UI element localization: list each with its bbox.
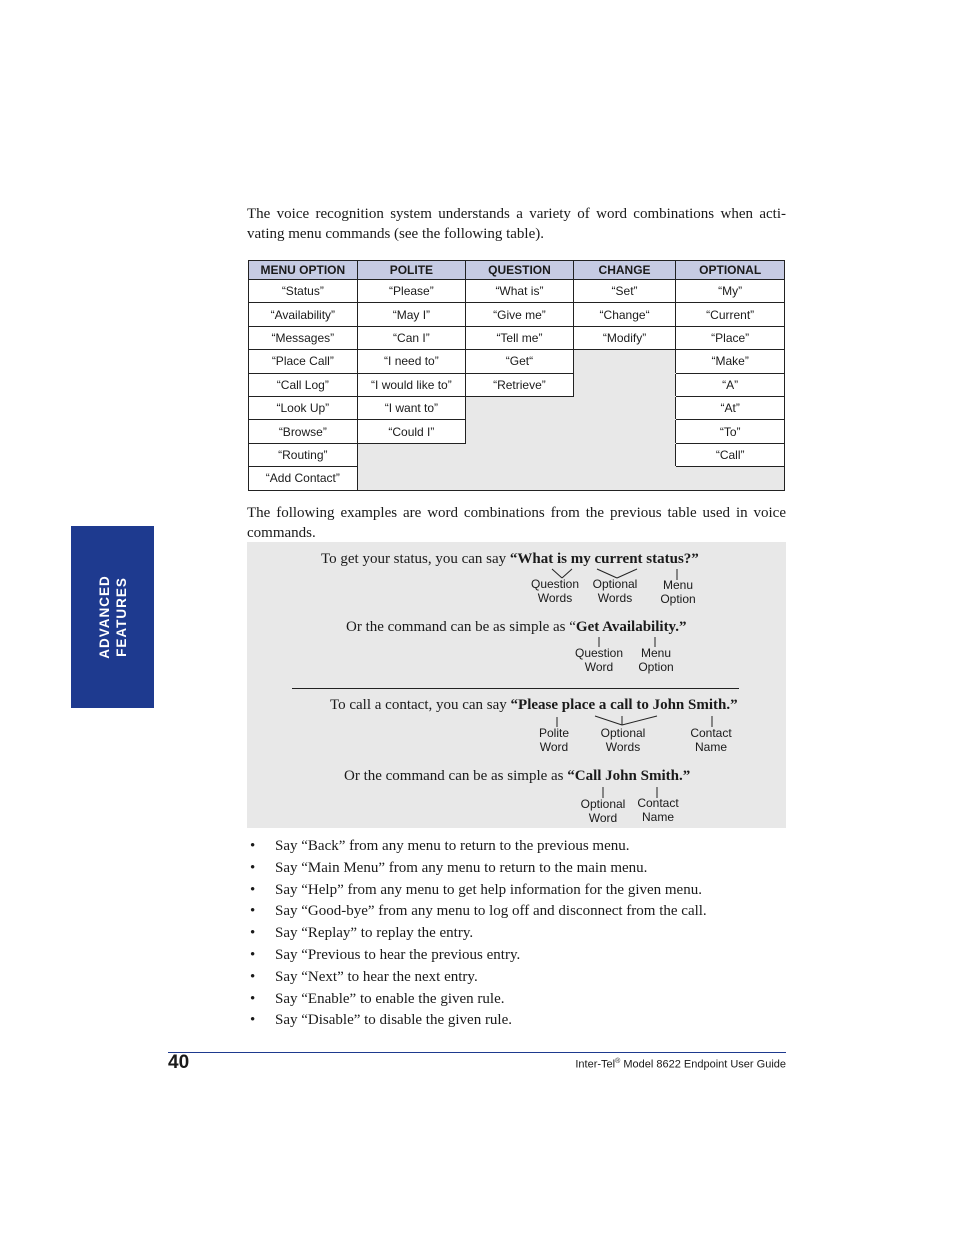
table-row	[249, 303, 785, 326]
table-cell: “Change“	[573, 303, 676, 326]
table-cell: “Browse”	[249, 420, 358, 443]
table-cell: “Make”	[676, 350, 785, 373]
table-cell: “Modify”	[573, 326, 676, 349]
table-cell: “At”	[676, 396, 785, 419]
page-number: 40	[168, 1052, 190, 1073]
header-polite: POLITE	[357, 261, 465, 280]
table-cell: “Status”	[249, 280, 358, 303]
example-command: “What is my current status?”	[509, 551, 699, 567]
table-cell: “I need to”	[357, 350, 465, 373]
connector-lines	[247, 542, 786, 828]
list-item	[250, 858, 707, 880]
registered-mark: ®	[615, 1058, 621, 1065]
example-prefix: Or the command can be as simple as “	[346, 619, 576, 635]
label-contact-name: Contact Name	[690, 726, 732, 754]
list-item-text: Say “Disable” to disable the given rule.	[275, 1012, 513, 1029]
table-row	[249, 396, 785, 419]
label-question-word: Question Word	[574, 646, 624, 674]
table-cell: “My”	[676, 280, 785, 303]
table-cell: “Call”	[676, 443, 785, 466]
list-item	[250, 1010, 707, 1032]
table-empty-cell	[573, 373, 676, 396]
example-call-simple-sentence	[344, 768, 690, 785]
word-combinations-table	[248, 260, 785, 491]
table-cell: “Give me”	[466, 303, 574, 326]
table-row	[249, 373, 785, 396]
table-cell: “Look Up”	[249, 396, 358, 419]
label-question-words: Question Words	[530, 577, 580, 605]
list-item	[250, 923, 707, 945]
example-command: “Please place a call to John Smith.”	[510, 697, 738, 713]
table-cell: “Current”	[676, 303, 785, 326]
list-item	[250, 945, 707, 967]
table-empty-cell	[466, 443, 574, 466]
example-prefix: Or the command can be as simple as	[344, 768, 568, 784]
label-optional-words: Optional Words	[592, 577, 638, 605]
table-cell: “Messages”	[249, 326, 358, 349]
table-cell: “Routing”	[249, 443, 358, 466]
bullet-icon: •	[250, 968, 256, 985]
table-cell: “I would like to”	[357, 373, 465, 396]
table-row	[249, 326, 785, 349]
list-item-text: Say “Previous to hear the previous entry.	[275, 946, 521, 963]
table-empty-cell	[573, 467, 676, 490]
examples-intro-paragraph: The following examples are word combinations from the previous table used in voice commands.	[247, 505, 786, 541]
table-cell: “What is”	[466, 280, 574, 303]
table-header-row	[249, 261, 785, 280]
label-contact-name: Contact Name	[637, 796, 679, 824]
guide-name: Model 8622 Endpoint User Guide	[620, 1058, 786, 1071]
table-empty-cell	[357, 443, 465, 466]
bullet-icon: •	[250, 990, 256, 1007]
connector-line	[595, 716, 622, 725]
table-empty-cell	[573, 396, 676, 419]
table-row	[249, 467, 785, 490]
examples-divider	[292, 688, 739, 689]
table-cell: “A”	[676, 373, 785, 396]
bullet-icon: •	[250, 881, 256, 898]
table-empty-cell	[357, 467, 465, 490]
list-item	[250, 836, 707, 858]
section-tab-label	[96, 575, 130, 659]
footer-rule	[168, 1052, 786, 1053]
section-tab-line1: ADVANCED	[96, 575, 112, 659]
table-empty-cell	[573, 443, 676, 466]
header-change: CHANGE	[573, 261, 676, 280]
header-menu-option: MENU OPTION	[249, 261, 358, 280]
table-empty-cell	[573, 420, 676, 443]
example-availability-sentence	[346, 619, 686, 636]
table-empty-cell	[466, 396, 574, 419]
list-item-text: Say “Back” from any menu to return to the previous menu.	[275, 838, 630, 854]
table-cell: “I want to”	[357, 396, 465, 419]
bullet-icon: •	[250, 859, 256, 876]
section-tab	[71, 526, 154, 708]
label-menu-option: Menu Option	[660, 578, 696, 606]
list-item	[250, 989, 707, 1011]
list-item-text: Say “Replay” to replay the entry.	[275, 925, 474, 942]
label-optional-word: Optional Word	[580, 797, 626, 825]
table-empty-cell	[573, 350, 676, 373]
table-cell: “Could I”	[357, 420, 465, 443]
connector-line	[622, 716, 657, 725]
table-cell: “Call Log”	[249, 373, 358, 396]
table-row	[249, 443, 785, 466]
header-optional: OPTIONAL	[676, 261, 785, 280]
table-cell: “Tell me”	[466, 326, 574, 349]
list-item-text: Say “Enable” to enable the given rule.	[275, 990, 505, 1007]
example-status-sentence	[321, 551, 699, 568]
list-item	[250, 901, 707, 923]
table-cell: “Retrieve”	[466, 373, 574, 396]
table-cell: “Place Call”	[249, 350, 358, 373]
list-item-text: Say “Good-bye” from any menu to log off and disconnect from the call.	[275, 903, 707, 920]
table-cell: “Add Contact”	[249, 467, 358, 490]
table-cell: “Can I”	[357, 326, 465, 349]
guide-title	[575, 1058, 786, 1071]
example-command: “Call John Smith.”	[567, 768, 691, 784]
label-optional-words: Optional Words	[600, 726, 646, 754]
list-item	[250, 967, 707, 989]
table-row	[249, 420, 785, 443]
bullet-icon: •	[250, 925, 256, 942]
table-cell: “May I”	[357, 303, 465, 326]
example-command: Get Availability.”	[575, 619, 687, 635]
table-empty-cell	[466, 467, 574, 490]
list-item-text: Say “Help” from any menu to get help information for the given menu.	[275, 881, 702, 898]
table-row	[249, 350, 785, 373]
table-cell: “To”	[676, 420, 785, 443]
table-empty-cell	[676, 467, 785, 490]
bullet-icon: •	[250, 946, 256, 963]
header-question: QUESTION	[466, 261, 574, 280]
table-row	[249, 280, 785, 303]
table-cell: “Get“	[466, 350, 574, 373]
table-cell: “Set”	[573, 280, 676, 303]
table-empty-cell	[466, 420, 574, 443]
bullet-icon: •	[250, 903, 256, 920]
label-menu-option: Menu Option	[638, 646, 674, 674]
list-item-text: Say “Main Menu” from any menu to return to the main menu.	[275, 859, 648, 876]
examples-panel	[247, 542, 786, 828]
bullet-icon: •	[250, 838, 256, 854]
example-prefix: To call a contact, you can say	[330, 697, 511, 713]
section-tab-line2: FEATURES	[113, 577, 129, 657]
table-cell: “Availability”	[249, 303, 358, 326]
table-cell: “Please”	[357, 280, 465, 303]
tips-list	[250, 836, 707, 1032]
label-polite-word: Polite Word	[538, 726, 570, 754]
example-call-sentence	[330, 697, 738, 714]
bullet-icon: •	[250, 1012, 256, 1029]
list-item	[250, 880, 707, 902]
list-item-text: Say “Next” to hear the next entry.	[275, 968, 478, 985]
table-cell: “Place”	[676, 326, 785, 349]
brand-name: Inter-Tel	[575, 1058, 616, 1071]
intro-paragraph: The voice recognition system understands a variety of word combinations when acti-vating menu commands (see the following table).	[247, 206, 786, 242]
example-prefix: To get your status, you can say	[321, 551, 510, 567]
